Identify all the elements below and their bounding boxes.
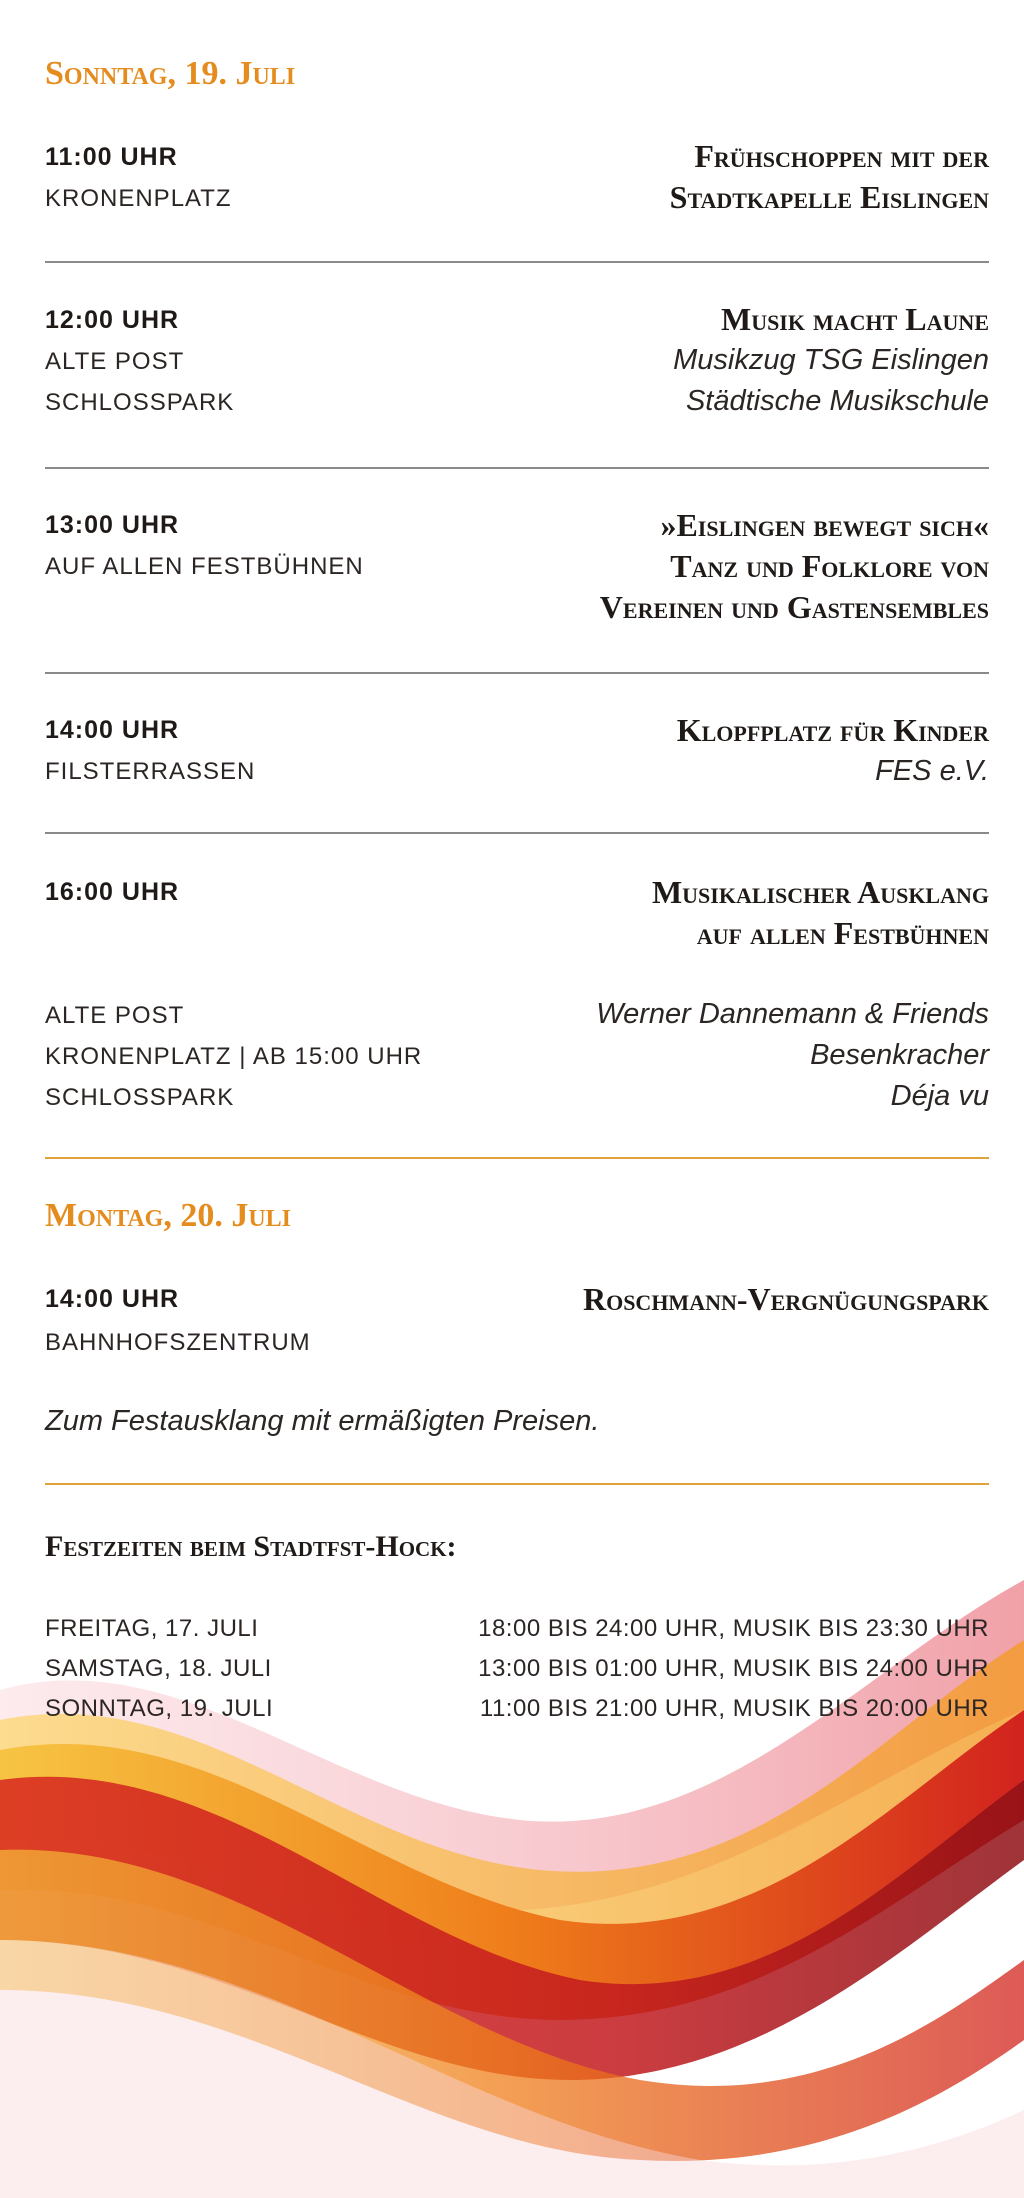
event-performer: Musikzug TSG Eislingen bbox=[673, 344, 989, 376]
event-location: ALTE POST bbox=[45, 348, 185, 375]
event-title: Vereinen und Gastensembles bbox=[599, 589, 989, 625]
event-title: Frühschoppen mit der bbox=[694, 138, 989, 174]
event-location: AUF ALLEN FESTBÜHNEN bbox=[45, 553, 364, 580]
event-performer: Besenkracher bbox=[810, 1039, 989, 1071]
event-time: 14:00 UHR bbox=[45, 1285, 180, 1313]
event-title: Roschmann-Vergnügungspark bbox=[582, 1281, 989, 1317]
event-location: SCHLOSSPARK bbox=[45, 1084, 235, 1111]
event-location: FILSTERRASSEN bbox=[45, 758, 256, 785]
festzeiten-time: 11:00 BIS 21:00 UHR, MUSIK BIS 20:00 UHR bbox=[479, 1695, 989, 1722]
festzeiten-heading: Festzeiten beim Stadtfst-Hock: bbox=[45, 1530, 457, 1563]
event-time: 11:00 UHR bbox=[45, 143, 178, 171]
event-location: KRONENPLATZ bbox=[45, 185, 232, 212]
event-performer: FES e.V. bbox=[875, 755, 989, 787]
event-location: ALTE POST bbox=[45, 1002, 185, 1029]
event-time: 16:00 UHR bbox=[45, 878, 180, 906]
event-time: 14:00 UHR bbox=[45, 716, 180, 744]
festzeiten-day: FREITAG, 17. JULI bbox=[45, 1615, 259, 1642]
event-location: BAHNHOFSZENTRUM bbox=[45, 1329, 311, 1356]
event-note: Zum Festausklang mit ermäßigten Preisen. bbox=[45, 1405, 600, 1437]
event-title: »Eislingen bewegt sich« bbox=[660, 507, 989, 543]
day-heading-sunday: Sonntag, 19. Juli bbox=[45, 55, 296, 92]
event-performer: Städtische Musikschule bbox=[685, 385, 989, 417]
festzeiten-day: SAMSTAG, 18. JULI bbox=[45, 1655, 272, 1682]
event-performer: Déja vu bbox=[890, 1080, 989, 1112]
event-location: SCHLOSSPARK bbox=[45, 389, 235, 416]
festzeiten-time: 18:00 BIS 24:00 UHR, MUSIK BIS 23:30 UHR bbox=[478, 1615, 989, 1642]
day-heading-monday: Montag, 20. Juli bbox=[45, 1197, 291, 1234]
festzeiten-row bbox=[45, 1615, 989, 1655]
event-time: 12:00 UHR bbox=[45, 306, 180, 334]
event-title: Musik macht Laune bbox=[720, 301, 989, 337]
divider bbox=[45, 1157, 989, 1159]
event-performer: Werner Dannemann & Friends bbox=[596, 998, 989, 1030]
divider bbox=[45, 832, 989, 834]
event-title: auf allen Festbühnen bbox=[696, 915, 989, 951]
event-title: Klopfplatz für Kinder bbox=[676, 712, 989, 748]
divider bbox=[45, 1483, 989, 1485]
festzeiten-time: 13:00 BIS 01:00 UHR, MUSIK BIS 24:00 UHR bbox=[478, 1655, 989, 1682]
festzeiten-row bbox=[45, 1695, 989, 1735]
divider bbox=[45, 672, 989, 674]
event-title: Musikalischer Ausklang bbox=[651, 874, 989, 910]
divider bbox=[45, 261, 989, 263]
divider bbox=[45, 467, 989, 469]
event-time: 13:00 UHR bbox=[45, 511, 180, 539]
event-title: Stadtkapelle Eislingen bbox=[669, 179, 989, 215]
event-title: Tanz und Folklore von bbox=[670, 548, 989, 584]
event-location: KRONENPLATZ | AB 15:00 UHR bbox=[45, 1043, 423, 1070]
festzeiten-row bbox=[45, 1655, 989, 1695]
festzeiten-day: SONNTAG, 19. JULI bbox=[45, 1695, 274, 1722]
